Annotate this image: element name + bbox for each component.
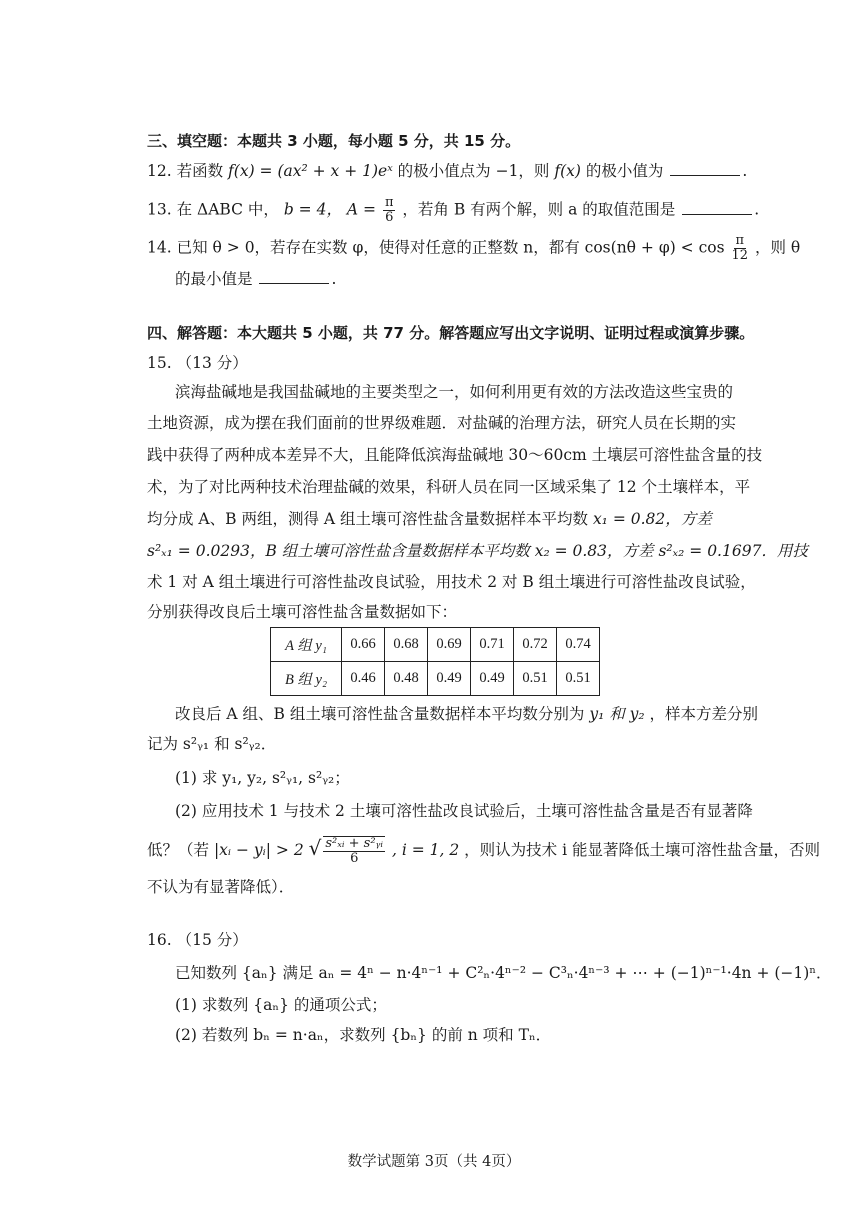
question-text: 在 ΔABC 中， [176, 200, 279, 219]
fraction: $\frac{\pi}{12}$ [731, 233, 749, 263]
sub-question-2-cont: 低？（若 |xᵢ − yᵢ| > 2 √ $\frac{\text{s²ₓᵢ + s²ᵧᵢ}}{6}$ , i = 1, 2 ，则认为技术 i 能显著降低土壤可溶性盐含量，否则 [147, 836, 820, 866]
answer-blank [670, 161, 740, 176]
table-cell: 0.72 [514, 628, 557, 662]
table-cell: 0.48 [385, 662, 428, 696]
paragraph-line [147, 540, 808, 562]
formula: b = 4， [283, 200, 342, 219]
question-16-sub-2: (2) 若数列 bₙ = n·aₙ，求数列 {bₙ} 的前 n 项和 Tₙ． [175, 1026, 552, 1044]
table-cell: 0.46 [342, 662, 385, 696]
formula: s²ₓ₁ = 0.0293，B 组土壤可溶性盐含量数据样本平均数 [147, 542, 530, 560]
question-text: 的极小值为 [585, 162, 664, 180]
formula: , i = 1, 2 [391, 841, 460, 859]
question-text: 的最小值是 [175, 270, 253, 288]
table-cell: 0.66 [342, 628, 385, 662]
table-cell: 0.71 [471, 628, 514, 662]
formula: A = [346, 200, 376, 219]
question-text: 的极小值点为 −1，则 [397, 162, 550, 180]
question-number: 14. [147, 238, 172, 257]
question-14 [147, 234, 800, 263]
paragraph-line: 均分成 A、B 两组，测得 A 组土壤可溶性盐含量数据样本平均数 x₁ = 0.82，方差 [147, 510, 712, 528]
table-cell: 0.49 [471, 662, 514, 696]
formula: x₂ = 0.83，方差 [534, 542, 654, 560]
question-14-cont: 的最小值是 . [175, 270, 337, 288]
table-row [271, 662, 600, 696]
paragraph-line: 术 1 对 A 组土壤进行可溶性盐改良试验，用技术 2 对 B 组土壤进行可溶性盐改良试验， [147, 573, 756, 591]
formula: y₁ 和 y₂ [589, 705, 645, 723]
formula: x₁ = 0.82，方差 [592, 510, 712, 528]
table-cell: 0.69 [428, 628, 471, 662]
paragraph-line: 滨海盐碱地是我国盐碱地的主要类型之一，如何利用更有效的方法改造这些宝贵的 [175, 383, 734, 401]
question-text: ，若角 B 有两个解，则 a 的取值范围是 [402, 200, 676, 219]
question-number: 12. [147, 162, 172, 180]
formula: f(x) = (ax² + x + 1)eˣ [228, 162, 393, 180]
row-label: B 组 y₂ [271, 662, 342, 696]
paragraph-line: 土地资源，成为摆在我们面前的世界级难题．对盐碱的治理方法，研究人员在长期的实 [147, 414, 737, 432]
formula: s²ₓ₂ = 0.1697．用技 [658, 542, 808, 560]
paragraph-line: 分别获得改良后土壤可溶性盐含量数据如下： [147, 603, 458, 621]
sub-question-2: (2) 应用技术 1 与技术 2 土壤可溶性盐改良试验后，土壤可溶性盐含量是否有显著降 [175, 802, 753, 820]
table-cell: 0.51 [557, 662, 600, 696]
formula: |xᵢ − yᵢ| > 2 [213, 841, 304, 859]
page-footer: 数学试题第 3页（共 4页） [347, 1154, 521, 1170]
paragraph-line: 不认为有显著降低）． [147, 878, 295, 896]
question-text: 已知 θ > 0，若存在实数 φ，使得对任意的正整数 n，都有 cos(nθ + φ) < cos [176, 238, 725, 257]
question-16-number: 16. （15 分） [147, 931, 248, 949]
question-text: ，则 θ [754, 238, 801, 257]
question-text: 若函数 [176, 162, 224, 180]
section-3-heading: 三、填空题：本题共 3 小题，每小题 5 分，共 15 分。 [147, 132, 521, 150]
question-16-sub-1: (1) 求数列 {aₙ} 的通项公式； [175, 996, 387, 1014]
paragraph-line: 改良后 A 组、B 组土壤可溶性盐含量数据样本平均数分别为 y₁ 和 y₂ ，样本方差分别 [175, 705, 759, 723]
question-13: 13. 在 ΔABC 中， b = 4， A = $\frac{\pi}{6}$ ，若角 B 有两个解，则 a 的取值范围是 . [147, 195, 760, 225]
fraction: $\frac{\text{s²ₓᵢ + s²ᵧᵢ}}{6}$ [325, 836, 384, 866]
fraction: $\frac{\pi}{6}$ [384, 195, 394, 225]
question-15-number: 15. （13 分） [147, 354, 248, 372]
table-row [271, 628, 600, 662]
table-cell: 0.68 [385, 628, 428, 662]
row-label: A 组 y₁ [271, 628, 342, 662]
question-16-text: 已知数列 {aₙ} 满足 aₙ = 4ⁿ − n·4ⁿ⁻¹ + C²ₙ·4ⁿ⁻² − C³ₙ·4ⁿ⁻³ + ⋯ + (−1)ⁿ⁻¹·4n + (−1)ⁿ． [175, 964, 832, 982]
answer-blank [259, 269, 329, 284]
section-4-heading: 四、解答题：本大题共 5 小题，共 77 分。解答题应写出文字说明、证明过程或演算步骤。 [147, 324, 755, 342]
paragraph-line: 践中获得了两种成本差异不大，且能降低滨海盐碱地 30～60cm 土壤层可溶性盐含量的技 [147, 446, 763, 464]
question-number: 13. [147, 200, 172, 219]
formula: f(x) [554, 162, 581, 180]
table-cell: 0.49 [428, 662, 471, 696]
data-table [270, 627, 600, 696]
paragraph-line: 记为 s²ᵧ₁ 和 s²ᵧ₂． [147, 735, 277, 753]
table-cell: 0.74 [557, 628, 600, 662]
table-cell: 0.51 [514, 662, 557, 696]
paragraph-line: 术，为了对比两种技术治理盐碱的效果，科研人员在同一区域采集了 12 个土壤样本，平 [147, 478, 751, 496]
question-12: 12. 若函数 f(x) = (ax² + x + 1)eˣ 的极小值点为 −1，则 f(x) 的极小值为 . [147, 162, 748, 180]
answer-blank [682, 200, 752, 215]
sub-question-1: (1) 求 y₁, y₂, s²ᵧ₁, s²ᵧ₂； [175, 769, 350, 787]
sqrt-sign: √ [308, 836, 322, 860]
